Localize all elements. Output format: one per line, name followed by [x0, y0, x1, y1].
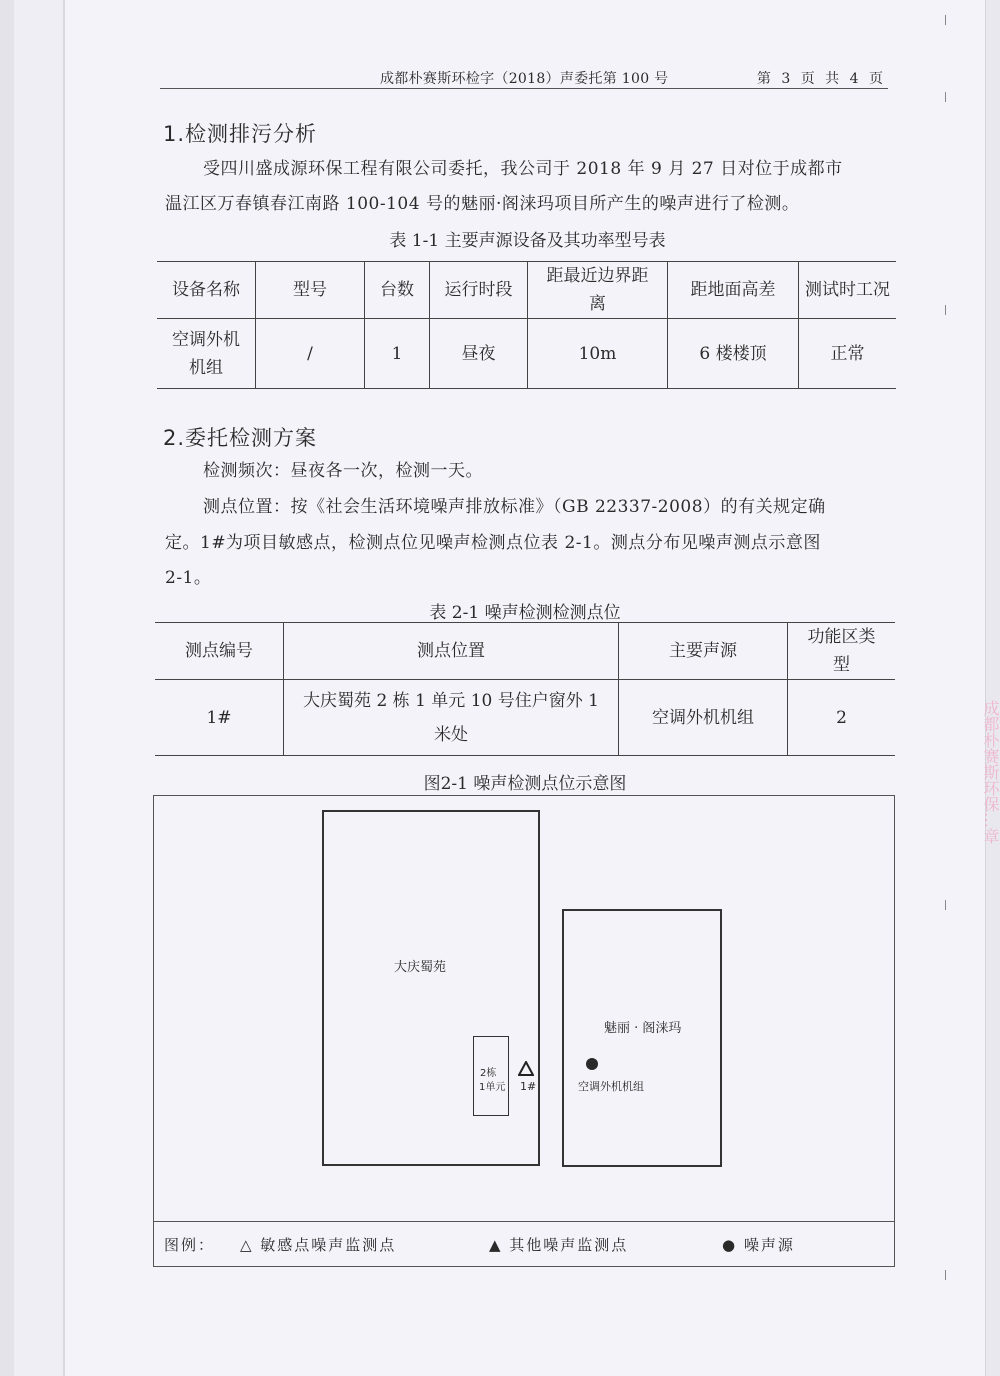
cell-point-location: 大庆蜀苑 2 栋 1 单元 10 号住户窗外 1 米处 — [284, 680, 619, 756]
legend-sensitive-point: △ 敏感点噪声监测点 — [240, 1236, 397, 1254]
page-info: 第 3 页 共 4 页 — [756, 71, 886, 87]
report-number: 成都朴赛斯环检字（2018）声委托第 100 号 — [380, 71, 669, 87]
th-device-name: 设备名称 — [157, 262, 256, 319]
table-2-1 — [155, 622, 895, 756]
cell-main-source: 空调外机机组 — [619, 680, 788, 756]
cell-device-name: 空调外机机组 — [172, 329, 240, 378]
point-1-label: 1# — [520, 1080, 537, 1093]
th-boundary-distance: 距最近边界距离 — [528, 262, 668, 319]
building-meili-gelaima — [562, 909, 722, 1167]
scan-edge-right — [985, 0, 1000, 1376]
location-line2: 定。1#为项目敏感点，检测点位见噪声检测点位表 2-1。测点分布见噪声测点示意图 — [165, 533, 821, 553]
section1-title: 1.检测排污分析 — [163, 122, 318, 146]
site-diagram — [153, 795, 895, 1267]
table1-caption: 表 1-1 主要声源设备及其功率型号表 — [389, 231, 666, 251]
cell-test-condition: 正常 — [799, 319, 897, 389]
figure-caption: 图2-1 噪声检测点位示意图 — [423, 774, 627, 794]
scan-edge-binding — [14, 0, 65, 1376]
cell-point-id: 1# — [206, 707, 232, 728]
noise-source-label: 空调外机机组 — [578, 1080, 644, 1093]
location-line1: 测点位置：按《社会生活环境噪声排放标准》（GB 22337-2008）的有关规定确 — [203, 497, 826, 517]
unit-label-building: 2栋 — [480, 1068, 497, 1079]
table2-caption: 表 2-1 噪声检测检测点位 — [429, 603, 621, 623]
unit-label-unit: 1单元 — [479, 1082, 506, 1093]
sensitive-point-triangle-icon — [518, 1061, 534, 1077]
cell-zone-type: 2 — [788, 680, 896, 756]
cell-count: 1 — [365, 319, 430, 389]
th-height-diff: 距地面高差 — [668, 262, 799, 319]
table-row — [155, 680, 895, 756]
legend-other-point: ▲ 其他噪声监测点 — [489, 1236, 629, 1254]
section2-title: 2.委托检测方案 — [163, 426, 318, 450]
noise-source-dot-icon — [586, 1058, 598, 1070]
cell-model: / — [256, 319, 365, 389]
diagram-legend — [154, 1221, 894, 1266]
section1-para-line1: 受四川盛成源环保工程有限公司委托，我公司于 2018 年 9 月 27 日对位于成都市 — [203, 159, 843, 179]
table-row — [157, 319, 896, 389]
building-right-label: 魅丽 · 阁涞玛 — [604, 1021, 682, 1036]
th-test-condition: 测试时工况 — [799, 262, 897, 319]
cell-operating-period: 昼夜 — [430, 319, 528, 389]
th-point-id: 测点编号 — [155, 623, 284, 680]
th-model: 型号 — [256, 262, 365, 319]
red-seal-stamp: 成都朴赛斯环保…章 — [981, 700, 1000, 844]
cell-boundary-distance: 10m — [528, 319, 668, 389]
page-header — [160, 64, 888, 89]
th-point-location: 测点位置 — [284, 623, 619, 680]
detection-frequency: 检测频次：昼夜各一次，检测一天。 — [203, 461, 483, 481]
scan-edge — [0, 0, 14, 1376]
section1-para-line2: 温江区万春镇春江南路 100-104 号的魅丽·阁涞玛项目所产生的噪声进行了检测。 — [165, 194, 800, 214]
cell-height-diff: 6 楼楼顶 — [668, 319, 799, 389]
location-line3: 2-1。 — [165, 568, 212, 588]
th-main-source: 主要声源 — [619, 623, 788, 680]
legend-noise-source: ● 噪声源 — [722, 1236, 795, 1254]
th-operating-period: 运行时段 — [430, 262, 528, 319]
building-left-label: 大庆蜀苑 — [394, 960, 447, 975]
table-1-1 — [157, 261, 896, 389]
th-zone-type: 功能区类型 — [788, 623, 896, 680]
th-count: 台数 — [365, 262, 430, 319]
legend-title: 图例： — [164, 1236, 216, 1254]
scan-edge-line — [63, 0, 65, 1376]
